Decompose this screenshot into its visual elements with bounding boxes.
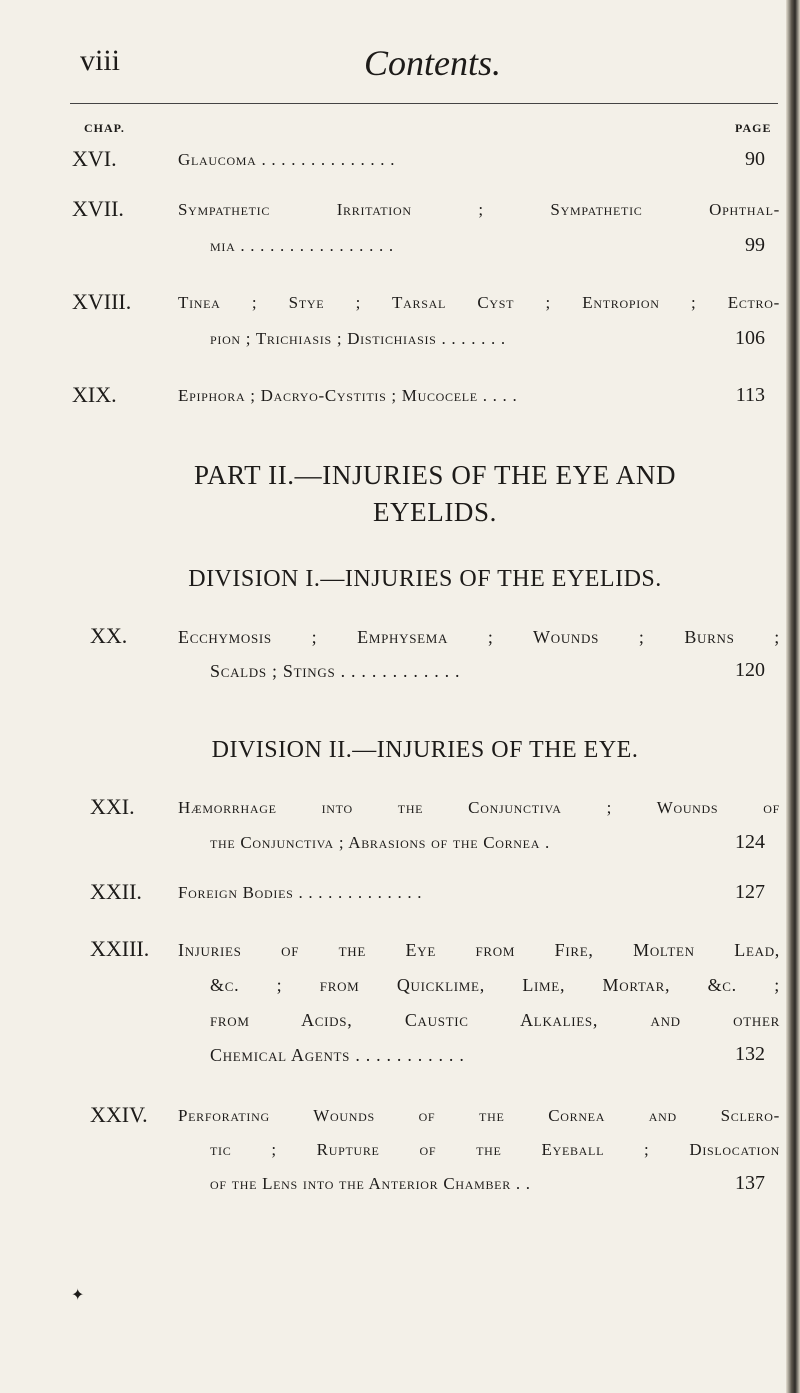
page-number: viii	[80, 44, 121, 77]
page-column-label: PAGE	[735, 121, 772, 135]
toc-page-number: 124	[735, 831, 765, 853]
toc-page-number: 132	[735, 1043, 765, 1065]
toc-entry-line: Perforating Wounds of the Cornea and Sclero-	[178, 1106, 780, 1125]
chapter-number: XIX.	[72, 382, 117, 407]
part-heading: EYELIDS.	[372, 497, 498, 527]
toc-entry-line: Sympathetic Irritation ; Sympathetic Ophthal-	[178, 200, 780, 219]
chapter-number: XX.	[90, 623, 128, 648]
toc-entry-line: Scalds ; Stings . . . . . . . . . . . .	[210, 661, 461, 681]
division-heading: DIVISION II.—INJURIES OF THE EYE.	[211, 737, 639, 763]
toc-entry-line: the Conjunctiva ; Abrasions of the Cornea .	[210, 833, 550, 852]
printer-mark-icon: ✦	[71, 1287, 85, 1304]
toc-page-number: 90	[745, 148, 765, 170]
chapter-number: XXIV.	[90, 1102, 148, 1127]
toc-page-number: 99	[745, 234, 765, 256]
toc-entry-line: Ecchymosis ; Emphysema ; Wounds ; Burns ;	[178, 627, 780, 647]
toc-page-number: 106	[735, 327, 765, 349]
toc-page-number: 113	[735, 384, 765, 406]
toc-entry-line: Foreign Bodies . . . . . . . . . . . . .	[178, 883, 423, 902]
chapter-number: XXIII.	[90, 936, 150, 961]
chapter-number: XXII.	[90, 879, 142, 904]
page-edge-shadow	[786, 0, 800, 1393]
toc-entry-line: pion ; Trichiasis ; Distichiasis . . . . . . .	[210, 329, 506, 348]
toc-entry-line: &c. ; from Quicklime, Lime, Mortar, &c. ;	[210, 975, 780, 995]
running-title: Contents.	[364, 43, 502, 83]
toc-page-number: 127	[735, 881, 765, 903]
part-heading: PART II.—INJURIES OF THE EYE AND	[193, 460, 677, 490]
toc-page-number: 120	[735, 659, 765, 681]
chapter-number: XXI.	[90, 794, 135, 819]
chapter-number: XVII.	[72, 196, 124, 221]
toc-page-number: 137	[735, 1172, 765, 1194]
division-heading: DIVISION I.—INJURIES OF THE EYELIDS.	[188, 566, 662, 592]
toc-entry-line: mia . . . . . . . . . . . . . . . .	[210, 236, 394, 255]
toc-entry-line: Epiphora ; Dacryo-Cystitis ; Mucocele . . . .	[178, 386, 518, 405]
toc-entry-line: Chemical Agents . . . . . . . . . . .	[210, 1045, 465, 1065]
toc-entry-line: Injuries of the Eye from Fire, Molten Lead,	[178, 940, 780, 960]
toc-entry-line: tic ; Rupture of the Eyeball ; Dislocation	[210, 1140, 780, 1159]
chap-column-label: CHAP.	[84, 121, 125, 135]
toc-entry-line: Hæmorrhage into the Conjunctiva ; Wounds of	[178, 798, 780, 817]
toc-entry-line: from Acids, Caustic Alkalies, and other	[210, 1010, 780, 1030]
toc-entry-line: Tinea ; Stye ; Tarsal Cyst ; Entropion ; Ectro-	[178, 293, 780, 312]
toc-entry-line: Glaucoma . . . . . . . . . . . . . .	[178, 150, 396, 169]
toc-entry-line: of the Lens into the Anterior Chamber . .	[210, 1174, 531, 1193]
header-rule	[70, 103, 778, 104]
chapter-number: XVIII.	[72, 289, 132, 314]
chapter-number: XVI.	[72, 146, 117, 171]
